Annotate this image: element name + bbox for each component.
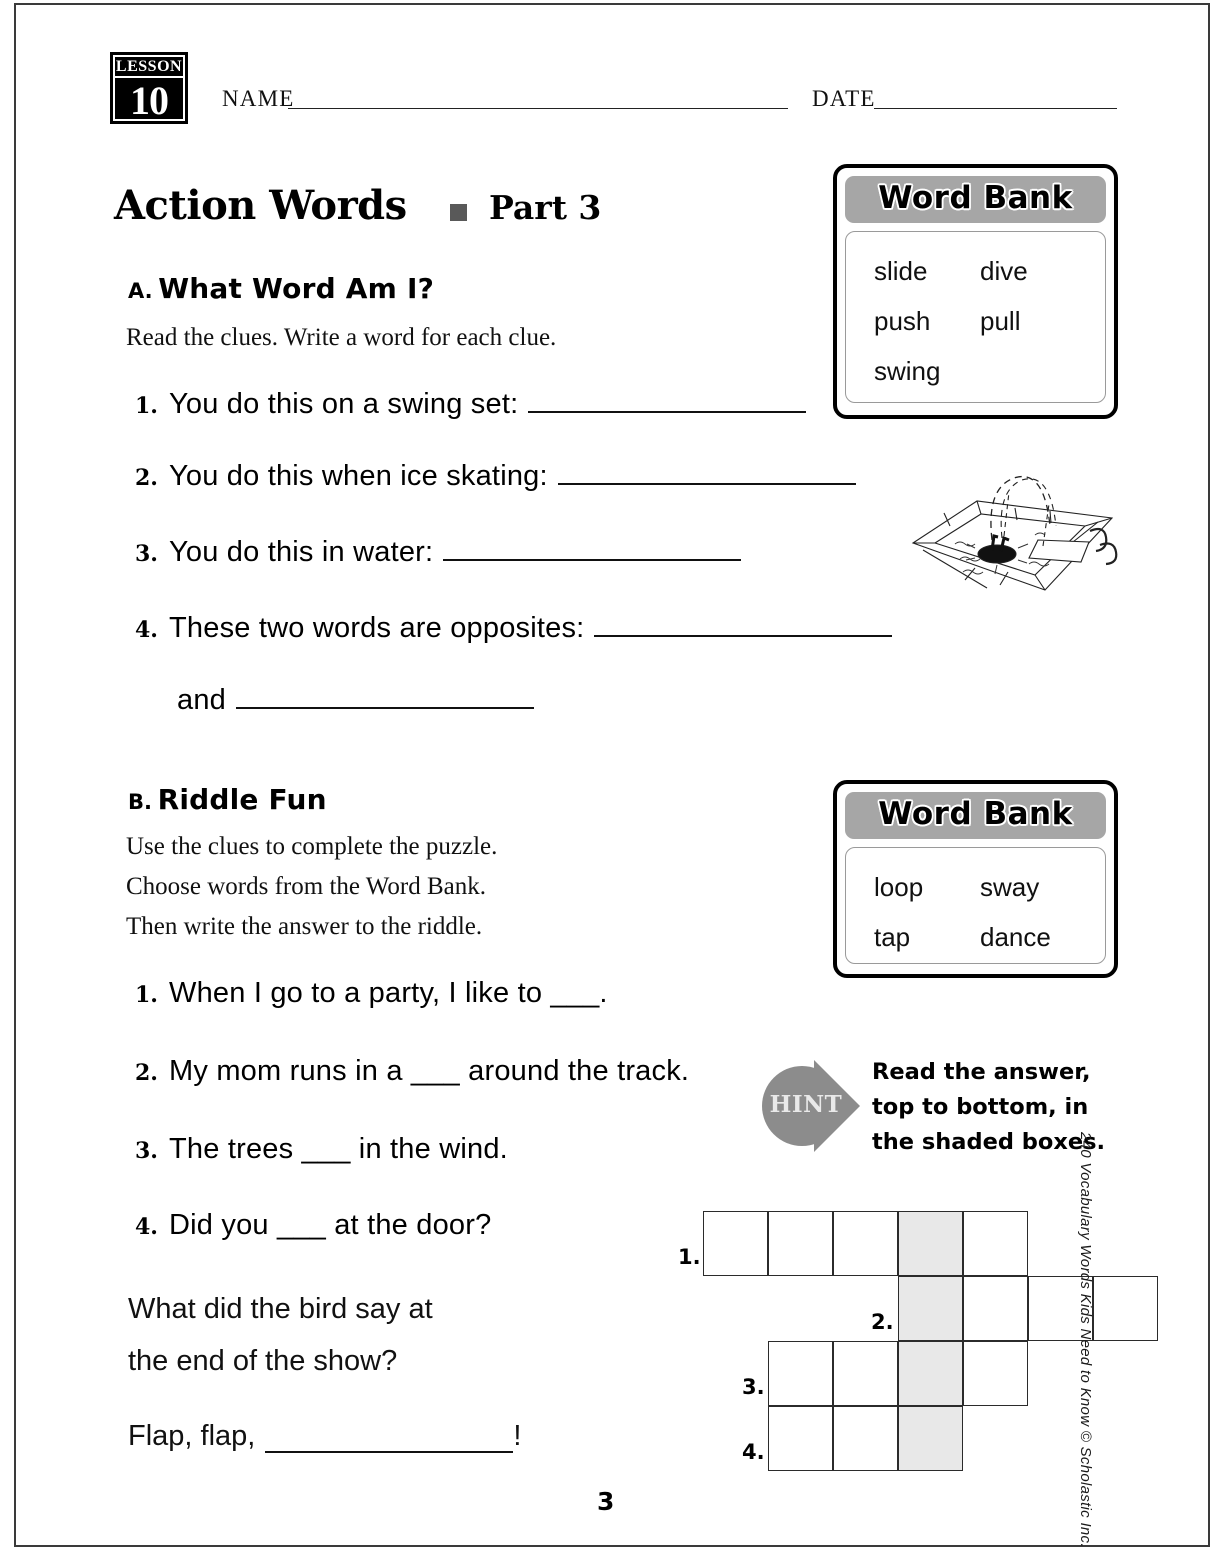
section-a-instruction: Read the clues. Write a word for each clue. (126, 324, 557, 351)
word-bank-word: sway (980, 872, 1040, 902)
crossword-cell[interactable] (833, 1406, 898, 1471)
name-input-line[interactable] (288, 108, 788, 109)
word-bank-word: slide (874, 256, 928, 286)
hint-text (872, 1055, 1105, 1160)
crossword-cell[interactable] (833, 1211, 898, 1276)
crossword-cell[interactable] (768, 1341, 833, 1406)
riddle-answer-suffix: ! (513, 1420, 522, 1452)
question-number: 1. (135, 982, 158, 1008)
question-number: 4. (135, 1214, 158, 1240)
word-bank-1-body (845, 231, 1106, 403)
crossword-cell[interactable] (898, 1341, 963, 1406)
question-b-3 (135, 1133, 508, 1166)
question-a-4 (135, 612, 892, 645)
word-bank-2 (833, 780, 1118, 978)
crossword-cell[interactable] (1093, 1276, 1158, 1341)
hint-arrow-icon (762, 1058, 872, 1154)
section-a-letter: A. (128, 279, 153, 303)
crossword-clue-number: 4. (742, 1440, 765, 1464)
date-label: DATE (812, 86, 876, 111)
crossword-cell[interactable] (963, 1341, 1028, 1406)
question-a-4-continuation (177, 684, 534, 717)
word-bank-2-title: Word Bank (845, 792, 1106, 839)
word-bank-word: dance (980, 922, 1051, 952)
question-text: My mom runs in a ___ around the track. (169, 1055, 690, 1087)
lesson-number: 10 (130, 78, 168, 123)
question-number: 3. (135, 541, 158, 567)
word-bank-word: tap (874, 922, 911, 952)
question-number: 2. (135, 465, 158, 491)
section-b-letter: B. (128, 790, 152, 814)
continuation-text: and (177, 684, 226, 716)
crossword-cell[interactable] (898, 1406, 963, 1471)
section-b-heading (128, 783, 327, 816)
swimming-pool-illustration (905, 468, 1120, 608)
question-a-3 (135, 536, 741, 569)
word-bank-1 (833, 164, 1118, 419)
answer-line-a-3[interactable] (443, 537, 741, 561)
question-number: 2. (135, 1060, 158, 1086)
section-a-heading (128, 272, 434, 305)
lesson-badge (110, 52, 188, 124)
riddle-answer-prefix: Flap, flap, (128, 1420, 256, 1452)
question-text: You do this on a swing set: (169, 388, 519, 420)
hint-badge-label: HINT (769, 1091, 843, 1118)
section-b-instruction-1: Use the clues to complete the puzzle. (126, 833, 498, 860)
word-bank-word: pull (980, 306, 1021, 336)
section-b-title: Riddle Fun (157, 783, 327, 816)
word-bank-row (846, 296, 1105, 346)
square-bullet-icon (450, 204, 467, 221)
hint-line-2: top to bottom, in (872, 1094, 1089, 1120)
lesson-badge-inner (115, 57, 183, 123)
date-input-line[interactable] (874, 108, 1117, 109)
hint-line-1: Read the answer, (872, 1059, 1091, 1085)
riddle-answer-row (128, 1420, 521, 1453)
question-b-2 (135, 1055, 689, 1088)
page-title: Action Words (114, 182, 407, 229)
word-bank-word: swing (874, 356, 941, 386)
question-text: These two words are opposites: (169, 612, 585, 644)
word-bank-1-title: Word Bank (845, 176, 1106, 223)
page-number: 3 (597, 1487, 615, 1516)
hint-line-3: the shaded boxes. (872, 1129, 1106, 1155)
name-label: NAME (222, 86, 295, 111)
question-number: 1. (135, 393, 158, 419)
answer-line-a-4b[interactable] (236, 685, 534, 709)
question-a-1 (135, 388, 806, 421)
crossword-cell[interactable] (898, 1276, 963, 1341)
word-bank-word: dive (980, 256, 1028, 286)
page-title-part: Part 3 (489, 188, 602, 227)
question-b-4 (135, 1209, 491, 1242)
section-a-title: What Word Am I? (158, 272, 435, 305)
question-number: 4. (135, 617, 158, 643)
crossword-cell[interactable] (833, 1341, 898, 1406)
answer-line-a-1[interactable] (528, 389, 806, 413)
crossword-cell[interactable] (963, 1211, 1028, 1276)
question-text: You do this in water: (169, 536, 434, 568)
question-b-1 (135, 977, 608, 1010)
question-text: When I go to a party, I like to ___. (169, 977, 608, 1009)
word-bank-word: push (874, 306, 931, 336)
answer-line-a-2[interactable] (558, 461, 856, 485)
question-text: The trees ___ in the wind. (169, 1133, 508, 1165)
crossword-clue-number: 2. (871, 1310, 894, 1334)
question-number: 3. (135, 1138, 158, 1164)
question-text: You do this when ice skating: (169, 460, 548, 492)
crossword-cell[interactable] (963, 1276, 1028, 1341)
section-b-instruction-3: Then write the answer to the riddle. (126, 913, 483, 940)
crossword-cell[interactable] (768, 1406, 833, 1471)
question-text: Did you ___ at the door? (169, 1209, 492, 1241)
crossword-clue-number: 1. (678, 1245, 701, 1269)
riddle-question-line-1: What did the bird say at (128, 1293, 433, 1325)
word-bank-word (974, 346, 980, 396)
lesson-word-label: LESSON (115, 58, 183, 78)
word-bank-word: loop (874, 872, 924, 902)
section-b-instruction-2: Choose words from the Word Bank. (126, 873, 486, 900)
crossword-cell[interactable] (768, 1211, 833, 1276)
crossword-cell[interactable] (703, 1211, 768, 1276)
word-bank-row (846, 862, 1105, 912)
riddle-answer-line[interactable] (265, 1429, 513, 1453)
crossword-clue-number: 3. (742, 1375, 765, 1399)
word-bank-row (846, 912, 1105, 962)
question-a-2 (135, 460, 856, 493)
answer-line-a-4[interactable] (594, 613, 892, 637)
riddle-question-line-2: the end of the show? (128, 1345, 398, 1377)
sidebar-credit: 240 Vocabulary Words Kids Need to Know © Scholastic Inc. (1077, 1132, 1094, 1548)
crossword-cell[interactable] (898, 1211, 963, 1276)
word-bank-row (846, 246, 1105, 296)
word-bank-2-body (845, 847, 1106, 964)
word-bank-row (846, 346, 1105, 396)
